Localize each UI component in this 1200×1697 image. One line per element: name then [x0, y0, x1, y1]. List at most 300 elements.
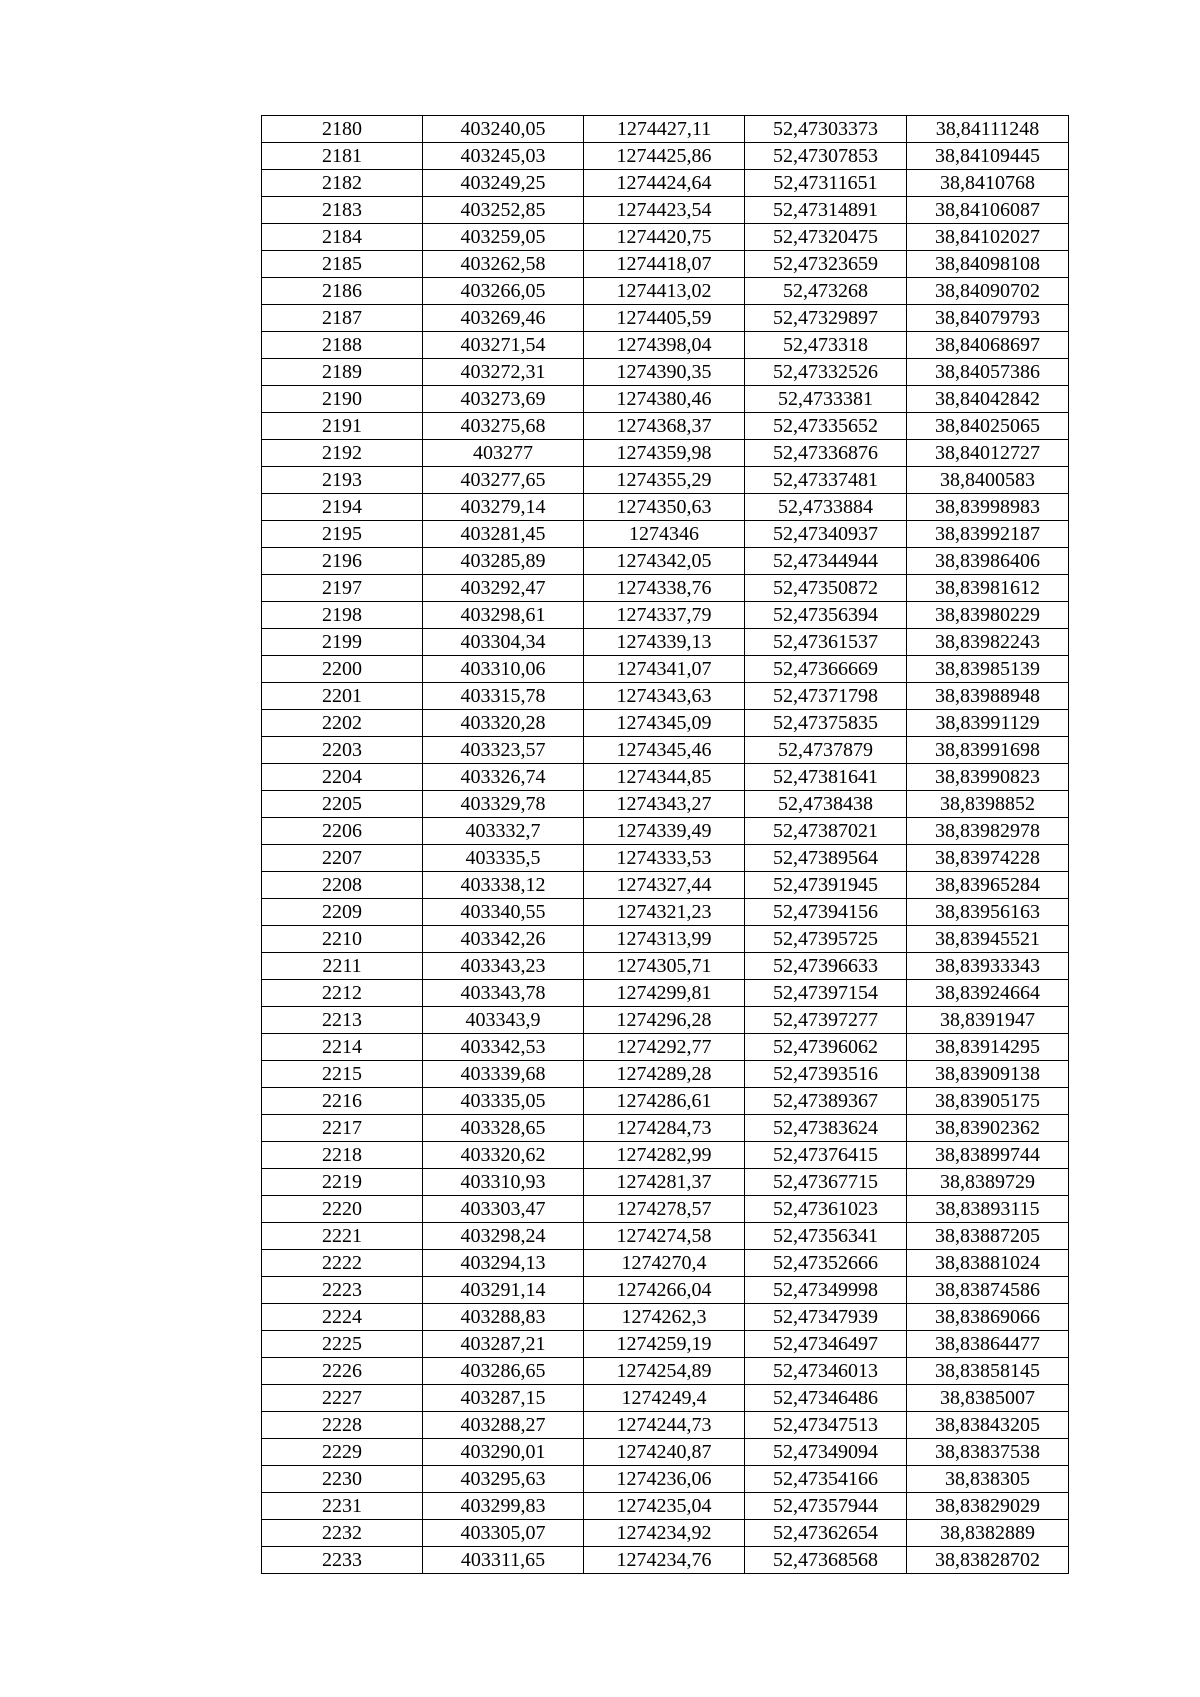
longitude-cell: 38,83988948	[907, 683, 1069, 710]
y-coordinate-cell: 1274345,46	[584, 737, 745, 764]
table-row	[262, 818, 1069, 845]
table-row	[262, 413, 1069, 440]
x-coordinate-cell: 403287,15	[423, 1385, 584, 1412]
x-coordinate-cell: 403332,7	[423, 818, 584, 845]
latitude-cell: 52,47362654	[745, 1520, 907, 1547]
table-row	[262, 305, 1069, 332]
x-coordinate-cell: 403304,34	[423, 629, 584, 656]
x-coordinate-cell: 403340,55	[423, 899, 584, 926]
latitude-cell: 52,4737879	[745, 737, 907, 764]
latitude-cell: 52,47381641	[745, 764, 907, 791]
longitude-cell: 38,83985139	[907, 656, 1069, 683]
point-number-cell: 2190	[262, 386, 423, 413]
table-row	[262, 197, 1069, 224]
point-number-cell: 2219	[262, 1169, 423, 1196]
table-row	[262, 899, 1069, 926]
x-coordinate-cell: 403320,62	[423, 1142, 584, 1169]
x-coordinate-cell: 403339,68	[423, 1061, 584, 1088]
longitude-cell: 38,84109445	[907, 143, 1069, 170]
table-row	[262, 1493, 1069, 1520]
x-coordinate-cell: 403298,24	[423, 1223, 584, 1250]
y-coordinate-cell: 1274240,87	[584, 1439, 745, 1466]
table-row	[262, 467, 1069, 494]
latitude-cell: 52,47332526	[745, 359, 907, 386]
table-row	[262, 359, 1069, 386]
y-coordinate-cell: 1274281,37	[584, 1169, 745, 1196]
y-coordinate-cell: 1274262,3	[584, 1304, 745, 1331]
point-number-cell: 2205	[262, 791, 423, 818]
longitude-cell: 38,8400583	[907, 467, 1069, 494]
point-number-cell: 2221	[262, 1223, 423, 1250]
longitude-cell: 38,8391947	[907, 1007, 1069, 1034]
coordinates-table-body	[262, 116, 1069, 1574]
latitude-cell: 52,47354166	[745, 1466, 907, 1493]
latitude-cell: 52,47335652	[745, 413, 907, 440]
longitude-cell: 38,84057386	[907, 359, 1069, 386]
x-coordinate-cell: 403249,25	[423, 170, 584, 197]
point-number-cell: 2208	[262, 872, 423, 899]
latitude-cell: 52,47395725	[745, 926, 907, 953]
point-number-cell: 2206	[262, 818, 423, 845]
x-coordinate-cell: 403343,78	[423, 980, 584, 1007]
point-number-cell: 2193	[262, 467, 423, 494]
table-row	[262, 737, 1069, 764]
y-coordinate-cell: 1274333,53	[584, 845, 745, 872]
longitude-cell: 38,8398852	[907, 791, 1069, 818]
longitude-cell: 38,83902362	[907, 1115, 1069, 1142]
point-number-cell: 2181	[262, 143, 423, 170]
point-number-cell: 2228	[262, 1412, 423, 1439]
x-coordinate-cell: 403299,83	[423, 1493, 584, 1520]
y-coordinate-cell: 1274343,27	[584, 791, 745, 818]
latitude-cell: 52,47375835	[745, 710, 907, 737]
x-coordinate-cell: 403305,07	[423, 1520, 584, 1547]
longitude-cell: 38,84068697	[907, 332, 1069, 359]
point-number-cell: 2203	[262, 737, 423, 764]
x-coordinate-cell: 403315,78	[423, 683, 584, 710]
latitude-cell: 52,47346486	[745, 1385, 907, 1412]
x-coordinate-cell: 403310,93	[423, 1169, 584, 1196]
x-coordinate-cell: 403298,61	[423, 602, 584, 629]
latitude-cell: 52,47368568	[745, 1547, 907, 1574]
longitude-cell: 38,84106087	[907, 197, 1069, 224]
table-row	[262, 1520, 1069, 1547]
latitude-cell: 52,4733884	[745, 494, 907, 521]
y-coordinate-cell: 1274355,29	[584, 467, 745, 494]
table-row	[262, 953, 1069, 980]
latitude-cell: 52,47311651	[745, 170, 907, 197]
x-coordinate-cell: 403343,23	[423, 953, 584, 980]
longitude-cell: 38,83905175	[907, 1088, 1069, 1115]
longitude-cell: 38,84098108	[907, 251, 1069, 278]
point-number-cell: 2185	[262, 251, 423, 278]
x-coordinate-cell: 403285,89	[423, 548, 584, 575]
table-row	[262, 170, 1069, 197]
point-number-cell: 2182	[262, 170, 423, 197]
y-coordinate-cell: 1274305,71	[584, 953, 745, 980]
latitude-cell: 52,473318	[745, 332, 907, 359]
longitude-cell: 38,83829029	[907, 1493, 1069, 1520]
y-coordinate-cell: 1274413,02	[584, 278, 745, 305]
table-row	[262, 683, 1069, 710]
longitude-cell: 38,83864477	[907, 1331, 1069, 1358]
y-coordinate-cell: 1274423,54	[584, 197, 745, 224]
table-row	[262, 1304, 1069, 1331]
latitude-cell: 52,47389564	[745, 845, 907, 872]
longitude-cell: 38,83869066	[907, 1304, 1069, 1331]
longitude-cell: 38,84079793	[907, 305, 1069, 332]
point-number-cell: 2231	[262, 1493, 423, 1520]
latitude-cell: 52,47344944	[745, 548, 907, 575]
longitude-cell: 38,84012727	[907, 440, 1069, 467]
point-number-cell: 2191	[262, 413, 423, 440]
longitude-cell: 38,8410768	[907, 170, 1069, 197]
y-coordinate-cell: 1274427,11	[584, 116, 745, 143]
longitude-cell: 38,83981612	[907, 575, 1069, 602]
y-coordinate-cell: 1274266,04	[584, 1277, 745, 1304]
table-row	[262, 575, 1069, 602]
point-number-cell: 2226	[262, 1358, 423, 1385]
table-row	[262, 1250, 1069, 1277]
y-coordinate-cell: 1274338,76	[584, 575, 745, 602]
y-coordinate-cell: 1274327,44	[584, 872, 745, 899]
x-coordinate-cell: 403286,65	[423, 1358, 584, 1385]
x-coordinate-cell: 403329,78	[423, 791, 584, 818]
latitude-cell: 52,47361537	[745, 629, 907, 656]
y-coordinate-cell: 1274418,07	[584, 251, 745, 278]
latitude-cell: 52,47357944	[745, 1493, 907, 1520]
y-coordinate-cell: 1274425,86	[584, 143, 745, 170]
x-coordinate-cell: 403292,47	[423, 575, 584, 602]
longitude-cell: 38,83837538	[907, 1439, 1069, 1466]
point-number-cell: 2202	[262, 710, 423, 737]
latitude-cell: 52,47397277	[745, 1007, 907, 1034]
longitude-cell: 38,83914295	[907, 1034, 1069, 1061]
latitude-cell: 52,47387021	[745, 818, 907, 845]
table-row	[262, 1169, 1069, 1196]
y-coordinate-cell: 1274235,04	[584, 1493, 745, 1520]
latitude-cell: 52,47396633	[745, 953, 907, 980]
x-coordinate-cell: 403275,68	[423, 413, 584, 440]
latitude-cell: 52,47393516	[745, 1061, 907, 1088]
y-coordinate-cell: 1274424,64	[584, 170, 745, 197]
y-coordinate-cell: 1274321,23	[584, 899, 745, 926]
latitude-cell: 52,47352666	[745, 1250, 907, 1277]
x-coordinate-cell: 403277,65	[423, 467, 584, 494]
y-coordinate-cell: 1274270,4	[584, 1250, 745, 1277]
point-number-cell: 2184	[262, 224, 423, 251]
table-row	[262, 1088, 1069, 1115]
x-coordinate-cell: 403240,05	[423, 116, 584, 143]
y-coordinate-cell: 1274249,4	[584, 1385, 745, 1412]
x-coordinate-cell: 403335,5	[423, 845, 584, 872]
longitude-cell: 38,83893115	[907, 1196, 1069, 1223]
point-number-cell: 2201	[262, 683, 423, 710]
point-number-cell: 2196	[262, 548, 423, 575]
y-coordinate-cell: 1274299,81	[584, 980, 745, 1007]
y-coordinate-cell: 1274342,05	[584, 548, 745, 575]
table-row	[262, 764, 1069, 791]
latitude-cell: 52,473268	[745, 278, 907, 305]
longitude-cell: 38,83992187	[907, 521, 1069, 548]
longitude-cell: 38,83881024	[907, 1250, 1069, 1277]
x-coordinate-cell: 403320,28	[423, 710, 584, 737]
x-coordinate-cell: 403281,45	[423, 521, 584, 548]
x-coordinate-cell: 403273,69	[423, 386, 584, 413]
point-number-cell: 2186	[262, 278, 423, 305]
latitude-cell: 52,47383624	[745, 1115, 907, 1142]
longitude-cell: 38,8389729	[907, 1169, 1069, 1196]
longitude-cell: 38,83924664	[907, 980, 1069, 1007]
longitude-cell: 38,8382889	[907, 1520, 1069, 1547]
point-number-cell: 2180	[262, 116, 423, 143]
point-number-cell: 2195	[262, 521, 423, 548]
y-coordinate-cell: 1274398,04	[584, 332, 745, 359]
table-row	[262, 1007, 1069, 1034]
x-coordinate-cell: 403272,31	[423, 359, 584, 386]
latitude-cell: 52,47349094	[745, 1439, 907, 1466]
y-coordinate-cell: 1274292,77	[584, 1034, 745, 1061]
table-row	[262, 224, 1069, 251]
point-number-cell: 2204	[262, 764, 423, 791]
longitude-cell: 38,83887205	[907, 1223, 1069, 1250]
latitude-cell: 52,4733381	[745, 386, 907, 413]
longitude-cell: 38,83998983	[907, 494, 1069, 521]
table-row	[262, 440, 1069, 467]
longitude-cell: 38,83899744	[907, 1142, 1069, 1169]
x-coordinate-cell: 403271,54	[423, 332, 584, 359]
x-coordinate-cell: 403287,21	[423, 1331, 584, 1358]
point-number-cell: 2199	[262, 629, 423, 656]
x-coordinate-cell: 403295,63	[423, 1466, 584, 1493]
table-row	[262, 1331, 1069, 1358]
coordinates-table	[261, 115, 1069, 1574]
table-row	[262, 1439, 1069, 1466]
point-number-cell: 2210	[262, 926, 423, 953]
point-number-cell: 2194	[262, 494, 423, 521]
y-coordinate-cell: 1274420,75	[584, 224, 745, 251]
table-row	[262, 1358, 1069, 1385]
longitude-cell: 38,83974228	[907, 845, 1069, 872]
latitude-cell: 52,47349998	[745, 1277, 907, 1304]
table-row	[262, 1142, 1069, 1169]
point-number-cell: 2229	[262, 1439, 423, 1466]
latitude-cell: 52,47347939	[745, 1304, 907, 1331]
y-coordinate-cell: 1274390,35	[584, 359, 745, 386]
y-coordinate-cell: 1274368,37	[584, 413, 745, 440]
longitude-cell: 38,84102027	[907, 224, 1069, 251]
x-coordinate-cell: 403259,05	[423, 224, 584, 251]
x-coordinate-cell: 403262,58	[423, 251, 584, 278]
y-coordinate-cell: 1274343,63	[584, 683, 745, 710]
table-row	[262, 116, 1069, 143]
point-number-cell: 2225	[262, 1331, 423, 1358]
table-row	[262, 1034, 1069, 1061]
table-row	[262, 1385, 1069, 1412]
table-row	[262, 791, 1069, 818]
point-number-cell: 2218	[262, 1142, 423, 1169]
y-coordinate-cell: 1274346	[584, 521, 745, 548]
x-coordinate-cell: 403269,46	[423, 305, 584, 332]
point-number-cell: 2224	[262, 1304, 423, 1331]
longitude-cell: 38,83828702	[907, 1547, 1069, 1574]
latitude-cell: 52,47356394	[745, 602, 907, 629]
x-coordinate-cell: 403277	[423, 440, 584, 467]
point-number-cell: 2220	[262, 1196, 423, 1223]
table-row	[262, 602, 1069, 629]
latitude-cell: 52,4738438	[745, 791, 907, 818]
y-coordinate-cell: 1274234,92	[584, 1520, 745, 1547]
point-number-cell: 2207	[262, 845, 423, 872]
table-row	[262, 278, 1069, 305]
x-coordinate-cell: 403326,74	[423, 764, 584, 791]
point-number-cell: 2233	[262, 1547, 423, 1574]
point-number-cell: 2216	[262, 1088, 423, 1115]
table-row	[262, 1115, 1069, 1142]
point-number-cell: 2223	[262, 1277, 423, 1304]
latitude-cell: 52,47307853	[745, 143, 907, 170]
y-coordinate-cell: 1274350,63	[584, 494, 745, 521]
y-coordinate-cell: 1274236,06	[584, 1466, 745, 1493]
longitude-cell: 38,83980229	[907, 602, 1069, 629]
x-coordinate-cell: 403311,65	[423, 1547, 584, 1574]
x-coordinate-cell: 403342,26	[423, 926, 584, 953]
y-coordinate-cell: 1274344,85	[584, 764, 745, 791]
longitude-cell: 38,83982978	[907, 818, 1069, 845]
y-coordinate-cell: 1274405,59	[584, 305, 745, 332]
table-row	[262, 656, 1069, 683]
x-coordinate-cell: 403294,13	[423, 1250, 584, 1277]
table-row	[262, 926, 1069, 953]
y-coordinate-cell: 1274341,07	[584, 656, 745, 683]
y-coordinate-cell: 1274286,61	[584, 1088, 745, 1115]
y-coordinate-cell: 1274254,89	[584, 1358, 745, 1385]
y-coordinate-cell: 1274282,99	[584, 1142, 745, 1169]
x-coordinate-cell: 403303,47	[423, 1196, 584, 1223]
latitude-cell: 52,47346497	[745, 1331, 907, 1358]
y-coordinate-cell: 1274296,28	[584, 1007, 745, 1034]
y-coordinate-cell: 1274244,73	[584, 1412, 745, 1439]
latitude-cell: 52,47336876	[745, 440, 907, 467]
x-coordinate-cell: 403342,53	[423, 1034, 584, 1061]
point-number-cell: 2212	[262, 980, 423, 1007]
y-coordinate-cell: 1274337,79	[584, 602, 745, 629]
table-row	[262, 386, 1069, 413]
longitude-cell: 38,83874586	[907, 1277, 1069, 1304]
point-number-cell: 2200	[262, 656, 423, 683]
latitude-cell: 52,47397154	[745, 980, 907, 1007]
table-row	[262, 980, 1069, 1007]
latitude-cell: 52,47376415	[745, 1142, 907, 1169]
latitude-cell: 52,47340937	[745, 521, 907, 548]
y-coordinate-cell: 1274359,98	[584, 440, 745, 467]
latitude-cell: 52,47391945	[745, 872, 907, 899]
x-coordinate-cell: 403279,14	[423, 494, 584, 521]
y-coordinate-cell: 1274339,49	[584, 818, 745, 845]
point-number-cell: 2213	[262, 1007, 423, 1034]
longitude-cell: 38,83991129	[907, 710, 1069, 737]
latitude-cell: 52,47347513	[745, 1412, 907, 1439]
x-coordinate-cell: 403343,9	[423, 1007, 584, 1034]
longitude-cell: 38,84111248	[907, 116, 1069, 143]
latitude-cell: 52,47371798	[745, 683, 907, 710]
point-number-cell: 2232	[262, 1520, 423, 1547]
table-row	[262, 494, 1069, 521]
y-coordinate-cell: 1274234,76	[584, 1547, 745, 1574]
latitude-cell: 52,47361023	[745, 1196, 907, 1223]
latitude-cell: 52,47323659	[745, 251, 907, 278]
point-number-cell: 2188	[262, 332, 423, 359]
point-number-cell: 2187	[262, 305, 423, 332]
latitude-cell: 52,47320475	[745, 224, 907, 251]
table-row	[262, 1412, 1069, 1439]
table-row	[262, 1061, 1069, 1088]
longitude-cell: 38,84042842	[907, 386, 1069, 413]
table-row	[262, 548, 1069, 575]
table-row	[262, 845, 1069, 872]
longitude-cell: 38,83990823	[907, 764, 1069, 791]
point-number-cell: 2209	[262, 899, 423, 926]
longitude-cell: 38,83965284	[907, 872, 1069, 899]
point-number-cell: 2183	[262, 197, 423, 224]
y-coordinate-cell: 1274380,46	[584, 386, 745, 413]
x-coordinate-cell: 403288,83	[423, 1304, 584, 1331]
latitude-cell: 52,47396062	[745, 1034, 907, 1061]
x-coordinate-cell: 403266,05	[423, 278, 584, 305]
longitude-cell: 38,83843205	[907, 1412, 1069, 1439]
table-row	[262, 1547, 1069, 1574]
x-coordinate-cell: 403290,01	[423, 1439, 584, 1466]
table-row	[262, 251, 1069, 278]
table-row	[262, 710, 1069, 737]
x-coordinate-cell: 403291,14	[423, 1277, 584, 1304]
latitude-cell: 52,47366669	[745, 656, 907, 683]
longitude-cell: 38,83986406	[907, 548, 1069, 575]
table-row	[262, 521, 1069, 548]
x-coordinate-cell: 403288,27	[423, 1412, 584, 1439]
longitude-cell: 38,83991698	[907, 737, 1069, 764]
point-number-cell: 2214	[262, 1034, 423, 1061]
latitude-cell: 52,47356341	[745, 1223, 907, 1250]
point-number-cell: 2215	[262, 1061, 423, 1088]
point-number-cell: 2192	[262, 440, 423, 467]
y-coordinate-cell: 1274274,58	[584, 1223, 745, 1250]
point-number-cell: 2211	[262, 953, 423, 980]
y-coordinate-cell: 1274278,57	[584, 1196, 745, 1223]
latitude-cell: 52,47394156	[745, 899, 907, 926]
point-number-cell: 2217	[262, 1115, 423, 1142]
latitude-cell: 52,47303373	[745, 116, 907, 143]
x-coordinate-cell: 403252,85	[423, 197, 584, 224]
y-coordinate-cell: 1274345,09	[584, 710, 745, 737]
table-row	[262, 872, 1069, 899]
longitude-cell: 38,84090702	[907, 278, 1069, 305]
longitude-cell: 38,8385007	[907, 1385, 1069, 1412]
y-coordinate-cell: 1274259,19	[584, 1331, 745, 1358]
table-row	[262, 1223, 1069, 1250]
point-number-cell: 2227	[262, 1385, 423, 1412]
point-number-cell: 2222	[262, 1250, 423, 1277]
longitude-cell: 38,83956163	[907, 899, 1069, 926]
latitude-cell: 52,47329897	[745, 305, 907, 332]
table-row	[262, 1196, 1069, 1223]
latitude-cell: 52,47367715	[745, 1169, 907, 1196]
y-coordinate-cell: 1274339,13	[584, 629, 745, 656]
point-number-cell: 2230	[262, 1466, 423, 1493]
longitude-cell: 38,838305	[907, 1466, 1069, 1493]
longitude-cell: 38,83933343	[907, 953, 1069, 980]
x-coordinate-cell: 403323,57	[423, 737, 584, 764]
